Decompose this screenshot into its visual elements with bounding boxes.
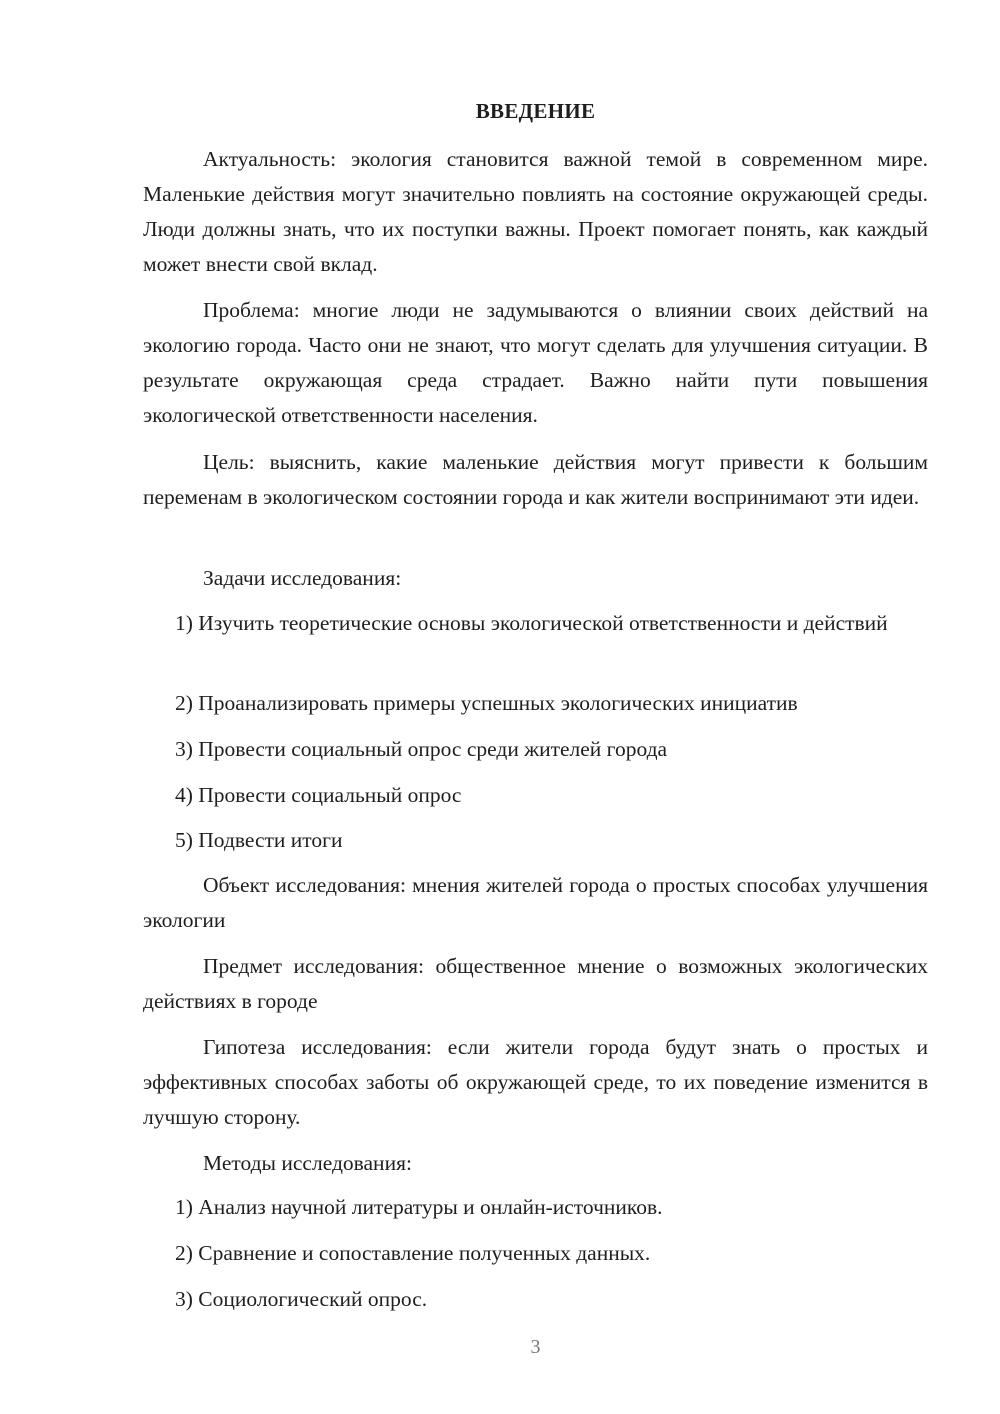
- page-number: 3: [530, 1336, 541, 1358]
- tasks-heading: Задачи исследования:: [203, 566, 402, 590]
- task-item: 4) Провести социальный опрос: [175, 783, 462, 807]
- task-item: 2) Проанализировать примеры успешных экологических инициатив: [175, 691, 798, 715]
- methods-heading: Методы исследования:: [203, 1151, 412, 1175]
- task-item: 5) Подвести итоги: [175, 828, 343, 852]
- paragraph-relevance: Актуальность: экология становится важной темой в современном мире. Маленькие действия могут значительно повлиять на состояние окружающей среды. Люди должны знать, что их поступки важны. Проект помогает понять, как каждый может внести свой вклад.: [143, 147, 928, 276]
- document-page: [143, 0, 928, 1414]
- page-title: ВВЕДЕНИЕ: [475, 99, 596, 123]
- paragraph-hypothesis: Гипотеза исследования: если жители города будут знать о простых и эффективных способах заботы об окружающей среде, то их поведение изменится в лучшую сторону.: [143, 1035, 928, 1129]
- paragraph-subject: Предмет исследования: общественное мнение о возможных экологических действиях в городе: [143, 954, 928, 1013]
- method-item: 2) Сравнение и сопоставление полученных данных.: [175, 1241, 651, 1265]
- paragraph-object: Объект исследования: мнения жителей города о простых способах улучшения экологии: [143, 873, 928, 932]
- method-item: 3) Социологический опрос.: [175, 1287, 428, 1311]
- task-item: 1) Изучить теоретические основы экологической ответственности и действий: [175, 611, 888, 635]
- paragraph-problem: Проблема: многие люди не задумываются о влиянии своих действий на экологию города. Часто они не знают, что могут сделать для улучшения ситуации. В результате окружающая среда страдает. Важно найти пути повышения экологической ответственности населения.: [143, 298, 928, 427]
- task-item: 3) Провести социальный опрос среди жителей города: [175, 737, 668, 761]
- paragraph-goal: Цель: выяснить, какие маленькие действия могут привести к большим переменам в экологическом состоянии города и как жители воспринимают эти идеи.: [143, 450, 928, 509]
- method-item: 1) Анализ научной литературы и онлайн-источников.: [175, 1195, 663, 1219]
